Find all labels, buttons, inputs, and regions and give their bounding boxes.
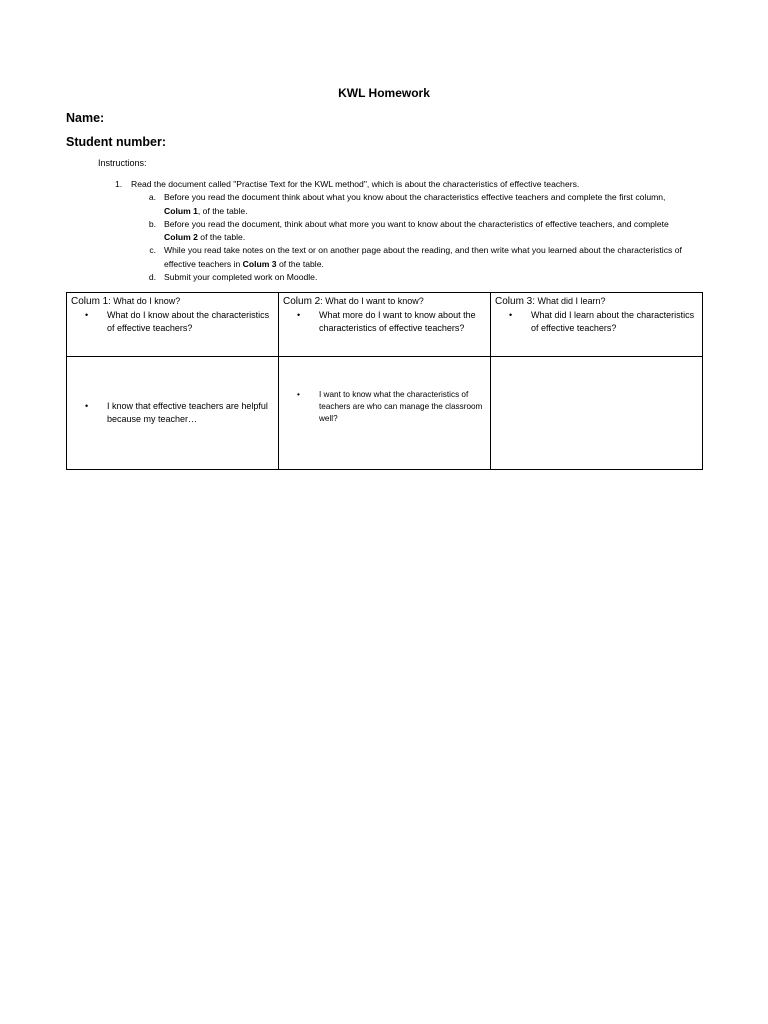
bullet-icon: • [85,400,89,411]
sub-step-a [132,191,685,218]
kwl-answer-col2[interactable] [279,357,491,470]
kwl-cell-col1-head [67,293,279,357]
instruction-steps [115,178,685,284]
sub-step-letter: c. [149,245,156,256]
sub-step-b [132,218,685,245]
sub-step-text: Before you read the document think about what you know about the characteristics effective teachers and complete the first column, Colum 1, of the table. [164,192,666,216]
bullet-icon: • [509,309,513,320]
document-title: KWL Homework [338,86,430,100]
answer-text: I know that effective teachers are helpful because my teacher… [107,400,268,424]
column-3-heading: Colum 3: What did I learn? [495,296,606,307]
bullet-icon: • [297,389,300,399]
sub-step-letter: a. [148,192,156,203]
sub-step-letter: d. [148,272,156,283]
table-answer-row [67,357,703,470]
kwl-table [66,292,703,470]
table-header-row [67,293,703,357]
prompt-text: What did I learn about the characteristics of effective teachers? [531,309,695,333]
column-3-prompt [495,309,698,336]
column-2-prompt [283,309,486,336]
student-number-label: Student number: [66,135,166,149]
kwl-cell-col2-head [279,293,491,357]
prompt-text: What do I know about the characteristics of effective teachers? [107,309,270,333]
step-number: 1. [115,179,123,189]
bullet-icon: • [85,309,89,320]
column-1-prompt [71,309,274,336]
name-label: Name: [66,111,105,125]
sub-step-text: While you read take notes on the text or on another page about the reading, and then write what you learned about the characteristics of effective teachers in Colum 3 of the table. [164,245,682,269]
column-1-heading: Colum 1: What do I know? [71,296,181,307]
sub-step-c [132,244,685,271]
instructions-heading: Instructions: [98,158,147,168]
kwl-cell-col3-head [491,293,703,357]
sub-step-text: Before you read the document, think about what more you want to know about the characteristics of effective teachers, and complete Colum 2 of the table. [164,218,669,243]
column-2-answer [283,389,486,426]
step-text: Read the document called "Practise Text for the KWL method", which is about the characteristics of effective teachers. [131,179,580,189]
answer-text: I want to know what the characteristics of teachers are who can manage the classroom well? [319,389,483,424]
sub-step-text: Submit your completed work on Moodle. [164,272,318,283]
kwl-answer-col3[interactable] [491,357,703,470]
prompt-text: What more do I want to know about the characteristics of effective teachers? [319,309,476,333]
step-1 [115,178,685,191]
column-2-heading: Colum 2: What do I want to know? [283,296,424,307]
sub-step-letter: b. [148,218,156,229]
sub-step-d [132,271,685,284]
sub-steps [132,191,685,284]
bullet-icon: • [297,309,301,320]
column-1-answer [71,400,274,427]
kwl-answer-col1[interactable] [67,357,279,470]
